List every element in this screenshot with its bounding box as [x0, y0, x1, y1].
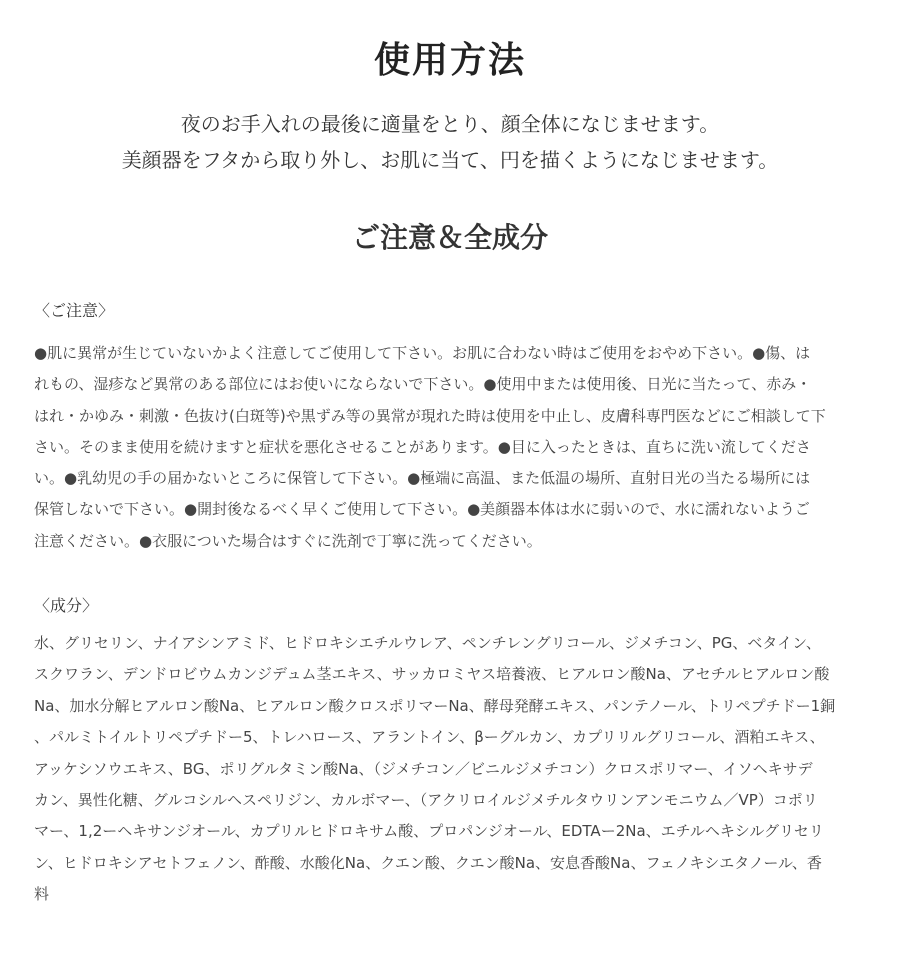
caution-line: い。●乳幼児の手の届かないところに保管して下さい。●極端に高温、また低温の場所、直射日光の当たる場所には: [34, 469, 811, 488]
caution-line: はれ・かゆみ・刺激・色抜け(白斑等)や黒ずみ等の異常が現れた時は使用を中止し、皮膚科専門医などにご相談して下: [34, 406, 826, 425]
ingredients-text: [34, 628, 874, 911]
caution-heading: 〈ご注意〉: [34, 301, 115, 320]
caution-line: れもの、湿疹など異常のある部位にはお使いにならないで下さい。●使用中または使用後、日光に当たって、赤み・: [34, 375, 812, 394]
ingredients-line: 水、グリセリン、ナイアシンアミド、ヒドロキシエチルウレア、ペンチレングリコール、ジメチコン、PG、ベタイン、: [34, 634, 821, 652]
caution-line: ●肌に異常が生じていないかよく注意してご使用して下さい。お肌に合わない時はご使用をおやめ下さい。●傷、は: [34, 344, 811, 362]
ingredients-line: 、パルミトイルトリペプチドー5、トレハロース、アラントイン、βーグルカン、カプリリルグリコール、酒粕エキス、: [34, 728, 825, 747]
ingredients-line: カン、異性化糖、グルコシルヘスペリジン、カルボマー、（アクリロイルジメチルタウリンアンモニウム／VP）コポリ: [34, 790, 818, 809]
ingredients-line: ン、ヒドロキシアセトフェノン、酢酸、水酸化Na、クエン酸、クエン酸Na、安息香酸Na、フェノキシエタノール、香: [34, 853, 822, 872]
caution-ingredients-title: ご注意＆全成分: [351, 221, 548, 254]
ingredients-heading: 〈成分〉: [34, 596, 99, 615]
caution-line: 注意ください。●衣服についた場合はすぐに洗剤で丁寧に洗ってください。: [34, 531, 542, 550]
usage-instructions: [0, 106, 900, 178]
ingredients-line: アッケシソウエキス、BG、ポリグルタミン酸Na、（ジメチコン／ビニルジメチコン）クロスポリマー、イソヘキサデ: [34, 759, 813, 778]
caution-text: [34, 338, 874, 557]
caution-line: 保管しないで下さい。●開封後なるべく早くご使用して下さい。●美顔器本体は水に弱いので、水に濡れないようご: [34, 500, 810, 519]
caution-line: さい。そのまま使用を続けますと症状を悪化させることがあります。●目に入ったときは、直ちに洗い流してくださ: [34, 437, 811, 456]
ingredients-line: 料: [34, 885, 50, 904]
ingredients-line: マー、1,2ーヘキサンジオール、カプリルヒドロキサム酸、プロパンジオール、EDTAー2Na、エチルヘキシルグリセリ: [34, 822, 824, 841]
usage-line: 夜のお手入れの最後に適量をとり、顔全体になじませます。: [180, 112, 720, 136]
ingredients-line: Na、加水分解ヒアルロン酸Na、ヒアルロン酸クロスポリマーNa、酵母発酵エキス、パンテノール、トリペプチドー1銅: [34, 696, 836, 715]
usage-line: 美顔器をフタから取り外し、お肌に当て、円を描くようになじませます。: [121, 148, 779, 172]
ingredients-line: スクワラン、デンドロビウムカンジデュム茎エキス、サッカロミヤス培養液、ヒアルロン酸Na、アセチルヒアルロン酸: [34, 665, 830, 684]
usage-title: 使用方法: [373, 39, 526, 81]
